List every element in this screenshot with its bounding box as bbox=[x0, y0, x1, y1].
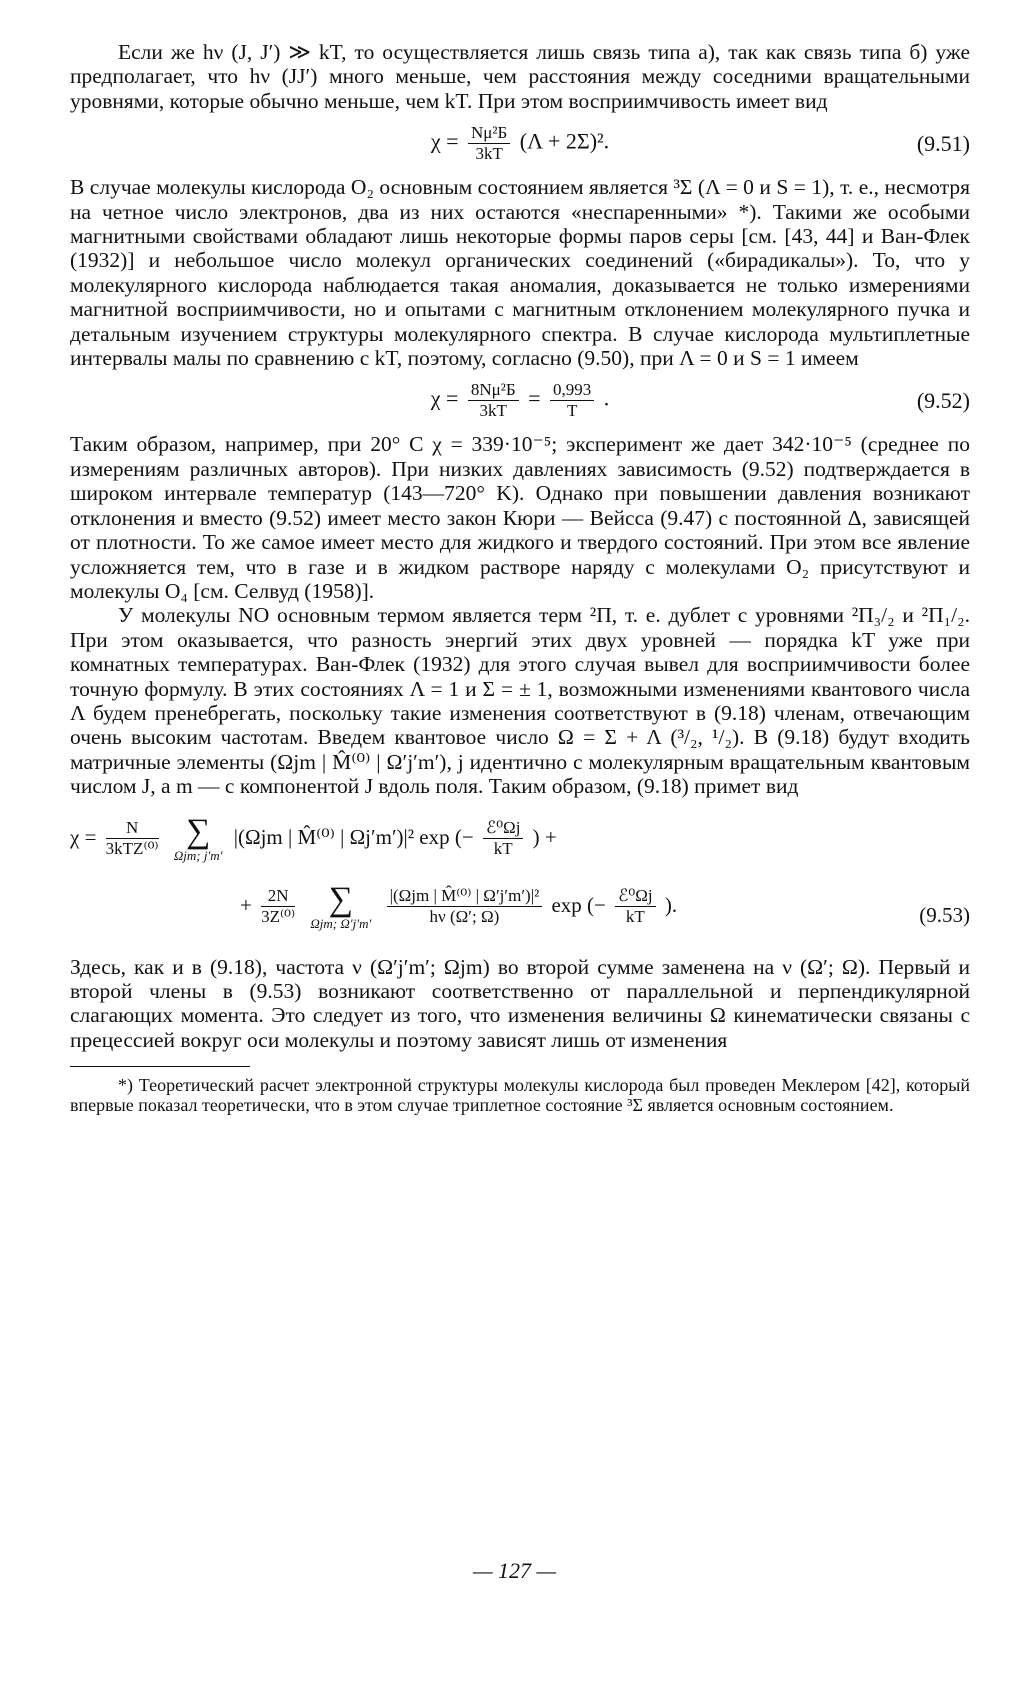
eq953-label: (9.53) bbox=[919, 902, 970, 927]
eq952-end: . bbox=[603, 386, 610, 412]
eq953-fraction-2 bbox=[261, 886, 295, 927]
paragraph-4: У молекулы NO основным термом является терм ²Π, т. е. дублет с уровнями ²Π₃/₂ и ²Π₁/₂. При этом оказывается, что разность энергий этих двух уровней — порядка kT уже при комнатных температурах. Ван-Флек (1932) для этого случая вывел для восприимчивости более точную формулу. В этих состояниях Λ = 1 и Σ = ± 1, возможными изменениями квантового числа Λ будем пренебрегать, поскольку такие изменения соответствуют в (9.18) членам, отвечающим очень высоким частотам. Введем квантовое число Ω = Σ + Λ (³/₂, ¹/₂). В (9.18) будут входить матричные элементы (Ωjm | M̂⁽⁰⁾ | Ω′j′m′), j идентично с молекулярным вращательным квантовым числом J, а m — с компонентой J вдоль поля. Таким образом, (9.18) примет вид bbox=[70, 603, 970, 799]
footnote-divider bbox=[70, 1066, 250, 1067]
paragraph-1: Если же hν (J, J′) ≫ kT, то осуществляется лишь связь типа а), так как связь типа б) уже предполагает, что hν (JJ′) много меньше, чем расстояния между соседними вращательными уровнями, которые обычно меньше, чем kT. При этом восприимчивость имеет вид bbox=[70, 40, 970, 113]
page-body bbox=[70, 40, 970, 1115]
eq951-lhs: χ = bbox=[430, 128, 459, 154]
eq953-exp2-open: (− bbox=[587, 892, 606, 917]
eq951-numerator: Nμ²Б bbox=[468, 123, 510, 144]
eq953-fraction-3 bbox=[387, 886, 543, 927]
sum-2-index: Ωjm; Ω′j′m′ bbox=[310, 915, 372, 931]
eq953-exp2-fraction bbox=[615, 886, 655, 927]
page-number: — 127 — bbox=[472, 1558, 557, 1583]
eq952-numerator-2: 0,993 bbox=[550, 380, 594, 401]
eq953-denominator-3: hν (Ω′; Ω) bbox=[429, 907, 500, 927]
eq953-fraction-1 bbox=[106, 818, 159, 859]
eq951-fraction bbox=[468, 123, 510, 164]
eq953-exp1-open: (− bbox=[454, 824, 474, 849]
eq952-denominator-1: 3kT bbox=[479, 401, 507, 421]
paragraph-3: Таким образом, например, при 20° C χ = 339·10⁻⁵; эксперимент же дает 342·10⁻⁵ (среднее по измерениям различных авторов). При низких давлениях зависимость (9.52) подтверждается в широком интервале температур (143—720° K). Однако при повышении давления возникают отклонения и вместо (9.52) имеет место закон Кюри — Вейсса (9.47) с постоянной Δ, зависящей от плотности. То же самое имеет место для жидкого и твердого состояний. При этом все явление усложняется тем, что в газе и в жидком растворе наряду с молекулами O₂ присутствуют и молекулы O₄ [см. Селвуд (1958)]. bbox=[70, 432, 970, 603]
equation-9-52 bbox=[70, 370, 970, 432]
sum-symbol-1: ∑ bbox=[186, 812, 211, 850]
eq953-exp1-denominator: kT bbox=[493, 839, 513, 859]
eq953-numerator-1: N bbox=[106, 818, 159, 839]
eq952-fraction-1 bbox=[468, 380, 519, 421]
paragraph-2: В случае молекулы кислорода O₂ основным состоянием является ³Σ (Λ = 0 и S = 1), т. е., несмотря на четное число электронов, два из них остаются «неспаренными» *). Такими же особыми магнитными свойствами обладают лишь некоторые формы паров серы [см. [43, 44] и Ван-Флек (1932)] и небольшое число молекул органических соединений («бирадикалы»). То, что у молекулярного кислорода наблюдается такая аномалия, доказывается не только измерениями магнитной восприимчивости, но и опытами с магнитным отклонением молекулярного пучка и детальным изучением структуры молекулярного спектра. В случае кислорода мультиплетные интервалы малы по сравнению с kT, поэтому, согласно (9.50), при Λ = 0 и S = 1 имеем bbox=[70, 175, 970, 371]
eq953-denominator-2: 3Z⁽⁰⁾ bbox=[261, 907, 296, 927]
eq952-equals: = bbox=[528, 386, 541, 412]
eq953-line-2 bbox=[240, 880, 678, 931]
eq953-exp-2: exp bbox=[551, 892, 582, 917]
equation-9-53 bbox=[70, 805, 970, 955]
equation-9-51 bbox=[70, 113, 970, 175]
eq953-exp1-fraction bbox=[483, 818, 523, 859]
paragraph-5: Здесь, как и в (9.18), частота ν (Ω′j′m′; Ωjm) во второй сумме заменена на ν (Ω′; Ω). Первый и второй члены в (9.53) возникают соответственно от параллельной и перпендикулярной слагающих момента. Это следует из того, что изменения величины Ω кинематически связаны с прецессией вокруг оси молекулы и поэтому зависят лишь от изменения bbox=[70, 954, 970, 1052]
eq953-numerator-3: |(Ωjm | M̂⁽⁰⁾ | Ω′j′m′)|² bbox=[387, 886, 543, 907]
eq952-numerator-1: 8Nμ²Б bbox=[468, 380, 519, 401]
sum-1-index: Ωjm; j′m′ bbox=[173, 847, 223, 863]
eq951-rhs: (Λ + 2Σ)². bbox=[519, 128, 610, 154]
eq953-exp2-numerator: ℰ⁰Ωj bbox=[615, 886, 655, 907]
eq953-line-1 bbox=[70, 812, 557, 863]
eq953-sum-2 bbox=[310, 880, 372, 931]
footnote: *) Теоретический расчет электронной структуры молекулы кислорода был проведен Меклером [42], который впервые показал теоретически, что в этом случае триплетное состояние ³Σ является основным состоянием. bbox=[70, 1075, 970, 1116]
eq953-sum-1 bbox=[173, 812, 223, 863]
eq952-denominator-2: T bbox=[566, 401, 578, 421]
eq952-label: (9.52) bbox=[916, 388, 970, 414]
eq953-lhs: χ = bbox=[70, 824, 97, 849]
eq953-term-1: |(Ωjm | M̂⁽⁰⁾ | Ωj′m′)|² exp bbox=[233, 824, 450, 849]
sum-symbol-2: ∑ bbox=[328, 880, 353, 918]
eq953-plus: + bbox=[240, 892, 252, 917]
eq953-numerator-2: 2N bbox=[261, 886, 295, 907]
eq952-lhs: χ = bbox=[430, 386, 459, 412]
eq952-fraction-2 bbox=[550, 380, 594, 421]
eq953-exp1-close: ) + bbox=[532, 824, 557, 849]
eq951-label: (9.51) bbox=[916, 131, 970, 157]
eq951-denominator: 3kT bbox=[475, 144, 503, 164]
eq953-exp2-close: ). bbox=[664, 892, 678, 917]
eq953-exp1-numerator: ℰ⁰Ωj bbox=[483, 818, 523, 839]
eq953-denominator-1: 3kTZ⁽⁰⁾ bbox=[105, 839, 159, 859]
eq953-exp2-denominator: kT bbox=[625, 907, 645, 927]
